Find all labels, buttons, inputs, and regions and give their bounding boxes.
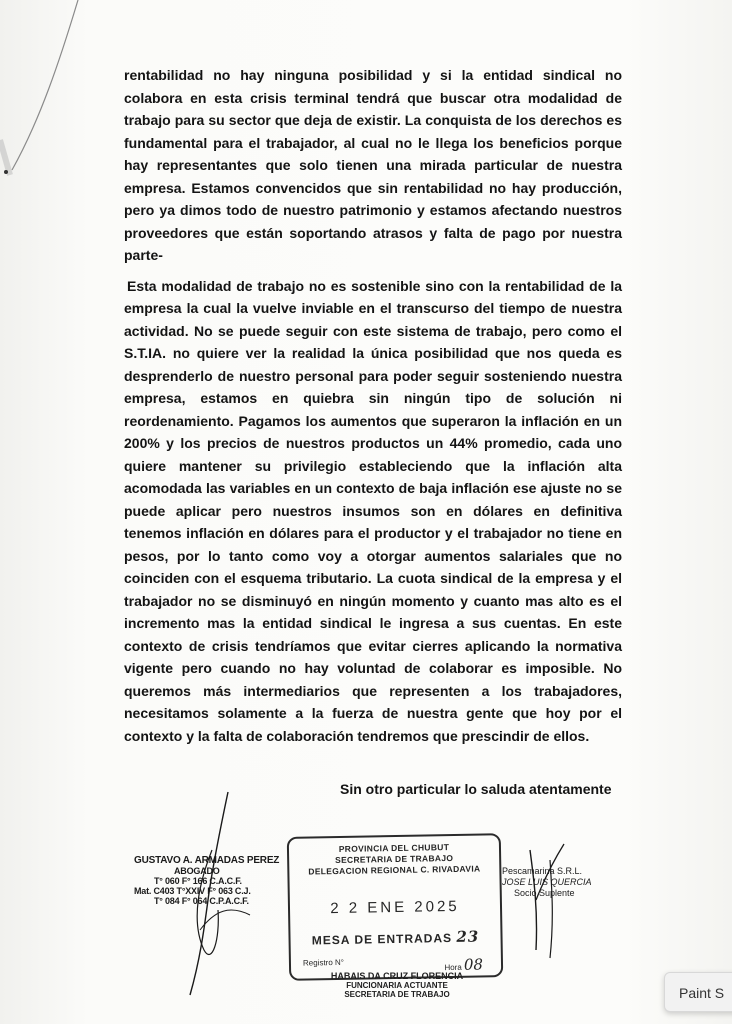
paint-app-toast[interactable]: Paint S: [664, 972, 732, 1012]
stamp-mesa-entradas: [290, 927, 500, 949]
letter-body: [124, 64, 622, 747]
stamp-entry-number: 23: [456, 927, 480, 946]
stamp-hora-label: Hora: [444, 962, 462, 973]
lawyer-credential-3: T° 084 F° 064 C.P.A.C.F.: [154, 896, 249, 906]
official-name: HABAIS DA CRUZ FLORENCIA: [330, 971, 464, 981]
signature-right-block: [502, 866, 602, 899]
stamp-delegation: DELEGACION REGIONAL C. RIVADAVIA: [308, 863, 481, 877]
reception-stamp: [287, 833, 503, 981]
lawyer-title: ABOGADO: [174, 866, 220, 876]
signature-left-block: [134, 856, 284, 906]
company-name: Pescamarina S.R.L.: [502, 866, 583, 876]
letter-paragraph-2: Esta modalidad de trabajo no es sostenible sino con la rentabilidad de la empresa la cual la vuelve inviable en el transcurso del tiempo de nuestra actividad. No se puede seguir con este sistema de trabajo, pero como el S.T.IA. no quiere ver la realidad la única posibilidad que nos queda es desprenderlo de nuestro personal para poder seguir sosteniendo nuestra empresa, estamos en quiebra sin ningún tipo de solución ni reordenamiento. Pagamos los aumentos que superaron la inflación en un 200% y los precios de nuestros productos un 44% promedio, cada uno quiere mantener su privilegio estableciendo que la inflación alta acomodada las variables en un contexto de baja inflación ese ajuste no se puede aplicar pero nuestros insumos son en dólares en definitiva tenemos inflación en dólares para el productor y el trabajador no tiene en pesos, por lo tanto como voy a otorgar aumentos salariales que no coinciden con el esquema tributario. La cuota sindical de la empresa y el trabajador no se disminuyó en ningún momento y cuanto mas alto es el incremento mas la entidad sindical le ingresa a sus cuentas. En este contexto de crisis tendríamos que evitar cierres aplicando la normativa vigente pero cuando no hay voluntad de colaborar es imposible. No queremos más intermediarios que representen a los trabajadores, necesitamos solamente a la fuerza de nuestra gente que hoy por el contexto y la falta de colaboración tendremos que prescindir de ellos.: [124, 277, 622, 744]
letter-paragraph-1: rentabilidad no hay ninguna posibilidad y si la entidad sindical no colabora en esta crisis terminal tendrá que buscar otra modalidad de trabajo para su sector que deja de existir. La conquista de los derechos es fundamental para el trabajador, al cual no le llega los beneficios porque hay representantes que solo tienen una mirada particular de nuestra empresa. Estamos convencidos que sin rentabilidad no hay producción, pero ya dimos todo de nuestro patrimonio y estamos afectando nuestros proveedores que están soportando atrasos y falta de pago por nuestra parte-: [124, 67, 622, 263]
stamp-secretary: SECRETARIA DE TRABAJO: [334, 852, 454, 866]
stamp-mesa-label: MESA DE ENTRADAS: [311, 931, 453, 948]
official-stamp: [312, 972, 482, 999]
official-role: FUNCIONARIA ACTUANTE: [346, 981, 448, 990]
stamp-hora-value: 08: [463, 955, 484, 974]
signer-name: JOSE LUIS QUERCIA: [502, 877, 592, 887]
stamp-date: 2 2 ENE 2025: [330, 897, 460, 918]
stamp-registro-label: Registro N°: [302, 957, 345, 968]
signer-role: Socio Suplente: [514, 888, 575, 898]
signature-right-handwriting: [520, 840, 580, 960]
closing-line: Sin otro particular lo saluda atentamente: [340, 781, 612, 797]
lawyer-name: GUSTAVO A. ARMADAS PEREZ: [134, 855, 280, 866]
lawyer-credential-1: T° 060 F° 166 C.A.C.F.: [154, 876, 242, 886]
page-fold-mark: [0, 0, 90, 190]
official-office: SECRETARIA DE TRABAJO: [344, 990, 450, 999]
lawyer-credential-2: Mat. C403 T°XXIV F° 063 C.J.: [134, 886, 251, 896]
stamp-province: PROVINCIA DEL CHUBUT: [338, 842, 450, 854]
